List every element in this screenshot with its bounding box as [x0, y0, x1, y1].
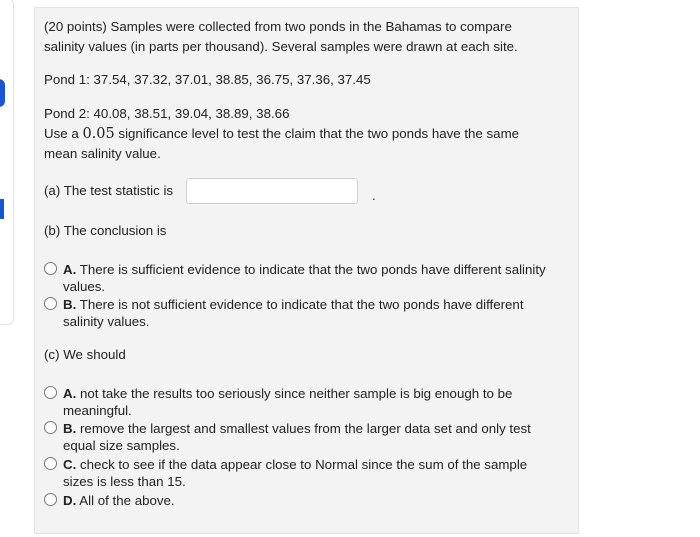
- part-b-label: (b) The conclusion is: [44, 223, 167, 238]
- instruction-line2: mean salinity value.: [44, 146, 161, 161]
- left-panel-marker: [0, 79, 5, 107]
- alpha-value: 0.05: [82, 126, 115, 142]
- question-intro-line1: (20 points) Samples were collected from two ponds in the Bahamas to compare: [44, 19, 512, 34]
- radio-button[interactable]: [44, 297, 57, 310]
- test-statistic-input[interactable]: [186, 178, 358, 204]
- radio-button[interactable]: [44, 493, 57, 506]
- part-a-period: .: [372, 188, 376, 203]
- radio-button[interactable]: [44, 421, 57, 434]
- pond2-data: Pond 2: 40.08, 38.51, 39.04, 38.89, 38.66: [44, 106, 290, 121]
- radio-button[interactable]: [44, 457, 57, 470]
- instruction-pre: Use a: [44, 126, 83, 141]
- radio-button[interactable]: [44, 262, 57, 275]
- left-side-panel: [0, 0, 14, 325]
- question-card: (20 points) Samples were collected from two ponds in the Bahamas to compare salinity values (in parts per thousand). Several samples were drawn at each site. Pond 1: 37.54, 37.32, 37.01, 38.85, 36.75, 37.36, 37.45 Pond 2: 40.08, 38.51, 39.04, 38.89, 38.66 Use a 0.05 significance level to test the claim that the two ponds have the same mean salinity value. (a) The test statistic is . (b) The conclusion is A. There is sufficient evidence to indicate that the two ponds have different salinity values. B. There is not sufficient evidence to indicate that the two ponds have different salinity values. (c) We should A. not take the results too seriously since neither sample is big enough to be meaningful. B. remove the largest and smallest values from the larger data set and only test equal size samples. C. check to see if the data appear close to Normal since the sum of the sample sizes is less than 15. D. All of the above.: [34, 7, 579, 534]
- radio-button[interactable]: [44, 386, 57, 399]
- instruction-line1: [44, 125, 519, 143]
- part-c-label: (c) We should: [44, 347, 126, 362]
- pond1-data: Pond 1: 37.54, 37.32, 37.01, 38.85, 36.75, 37.36, 37.45: [44, 72, 371, 87]
- left-panel-marker: [0, 199, 4, 219]
- question-intro-line2: salinity values (in parts per thousand). Several samples were drawn at each site.: [44, 39, 518, 54]
- part-a-label: (a) The test statistic is: [44, 183, 174, 198]
- instruction-post: significance level to test the claim that the two ponds have the same: [114, 126, 520, 141]
